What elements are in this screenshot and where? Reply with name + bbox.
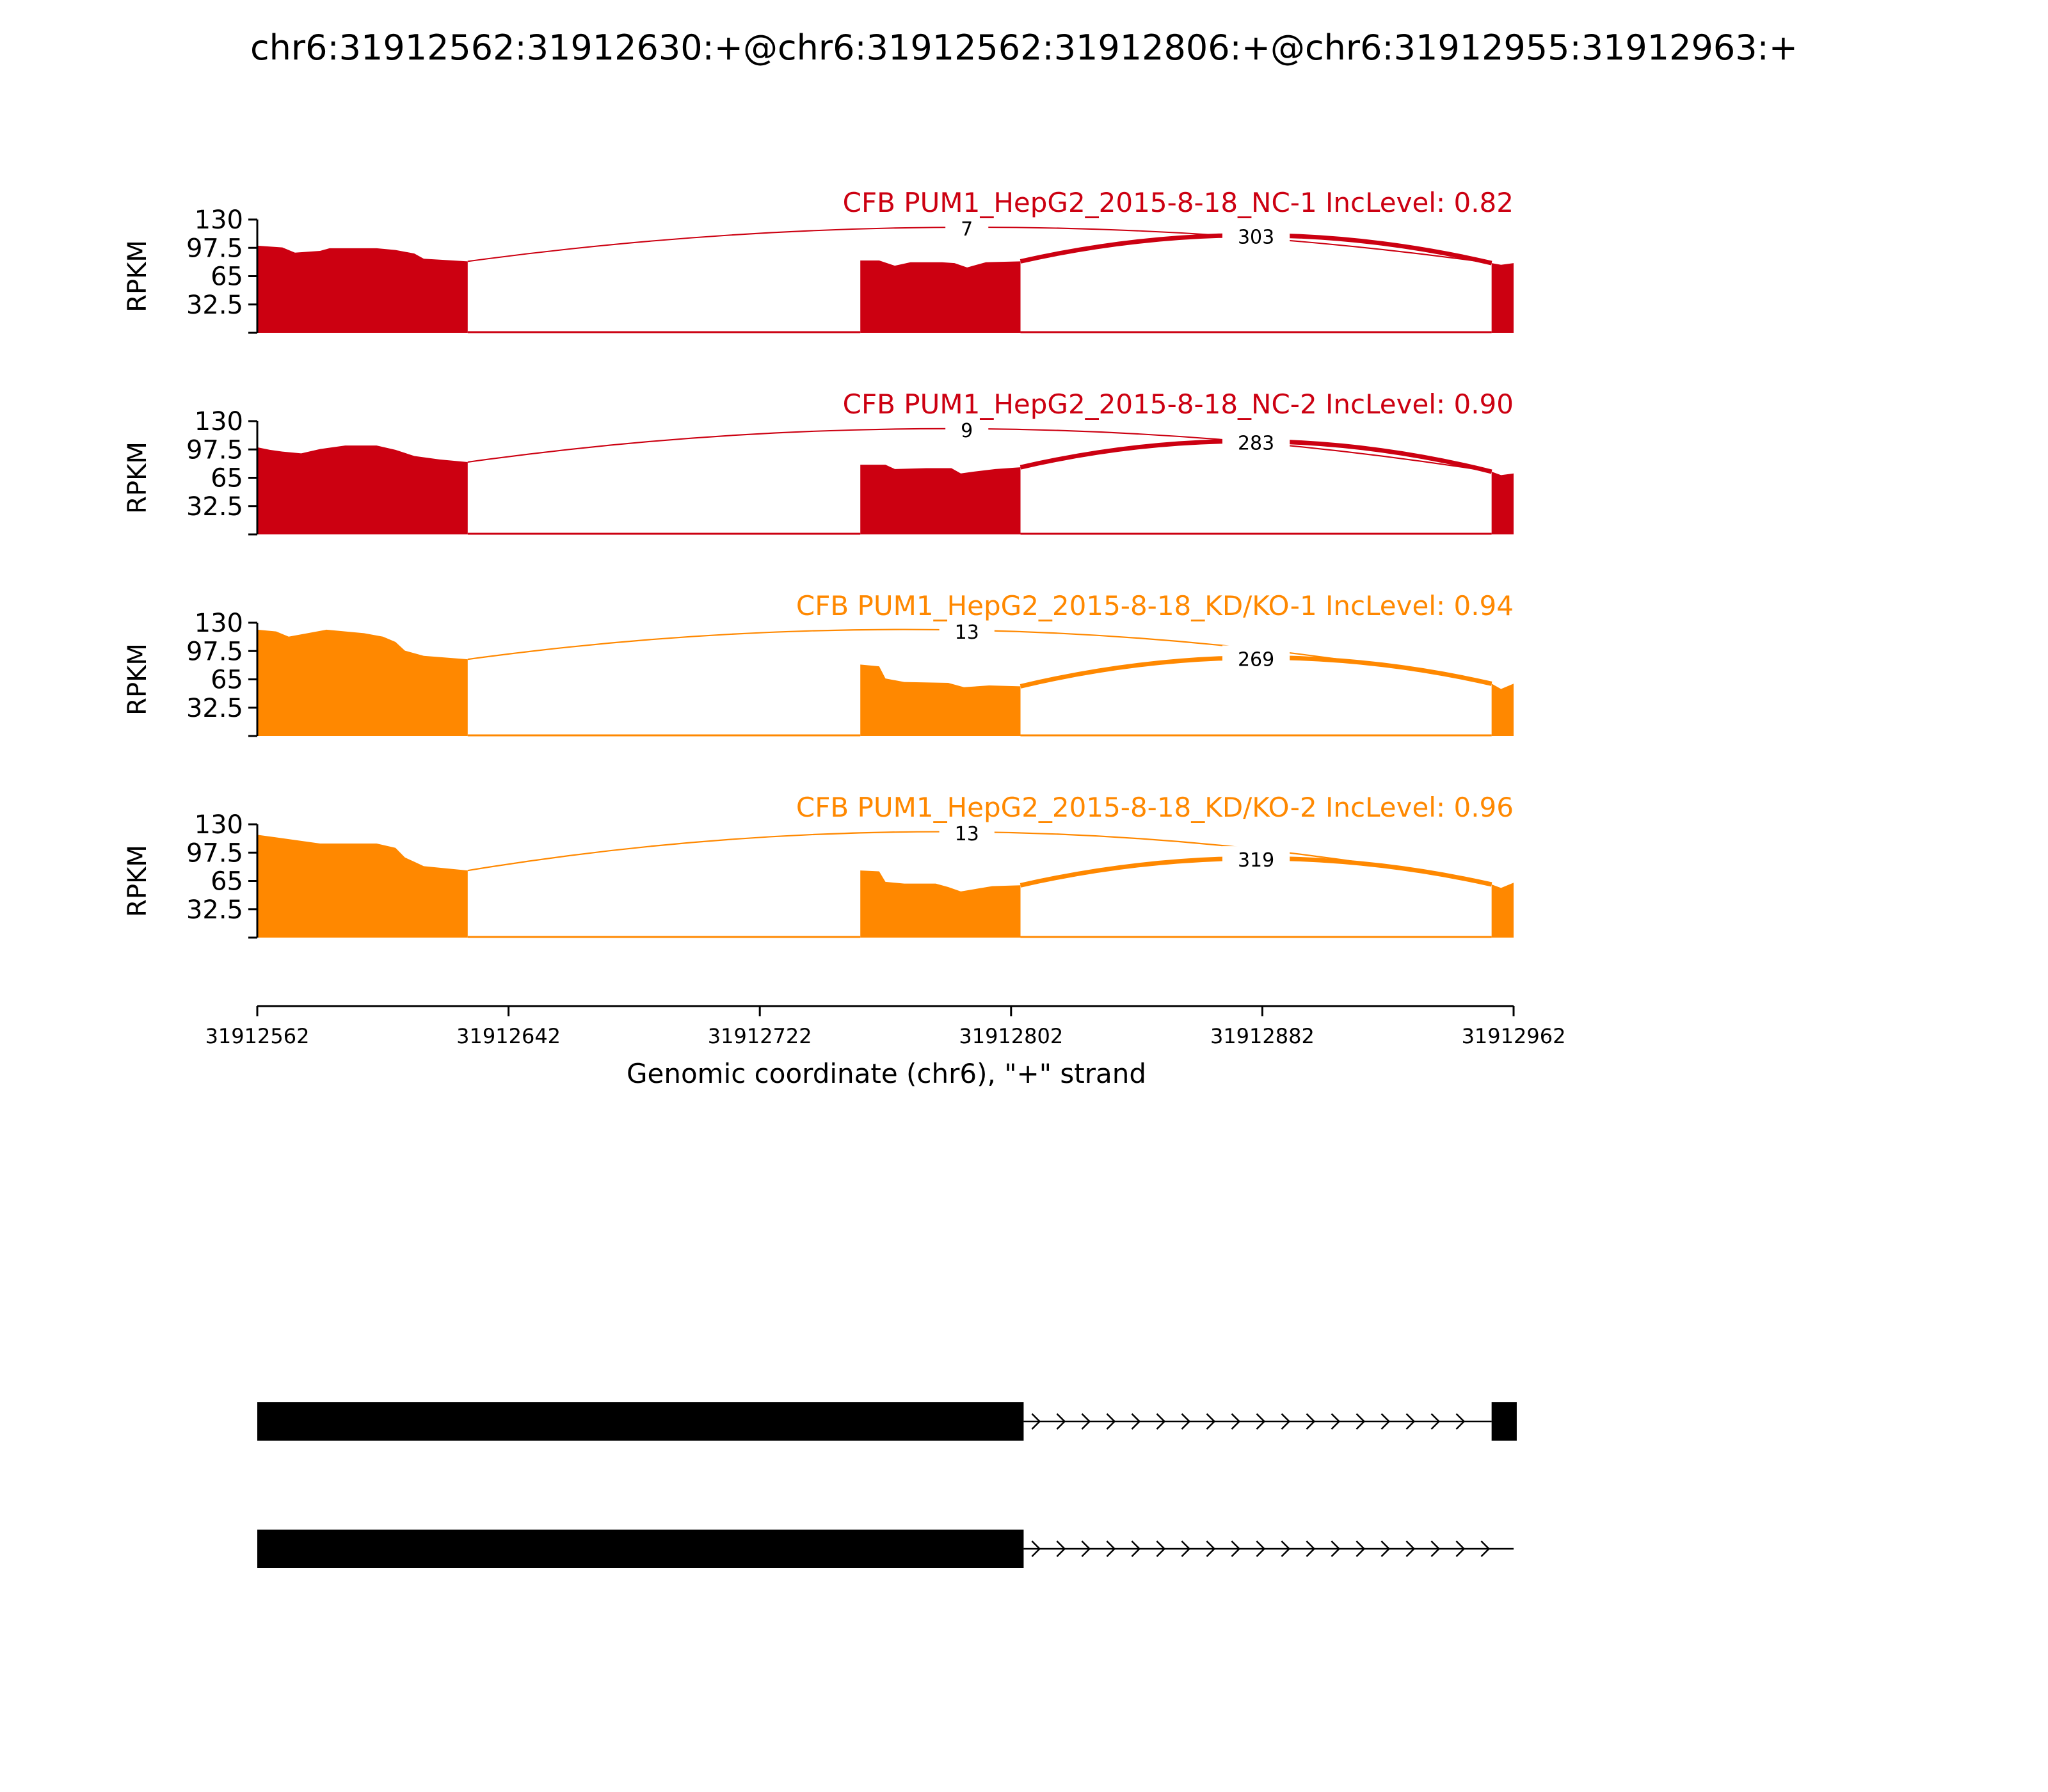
coverage-area [1492, 883, 1514, 938]
coverage-area [257, 630, 468, 736]
coverage-panels [123, 187, 1514, 938]
y-tick-label: 130 [194, 205, 243, 235]
y-axis-label: RPKM [123, 845, 152, 917]
exon-block [1492, 1402, 1517, 1441]
y-tick-label: 65 [211, 262, 243, 292]
junction-count-short: 13 [954, 621, 979, 644]
y-tick-label: 65 [211, 867, 243, 897]
y-tick-label: 32.5 [186, 693, 243, 723]
x-tick-label: 31912562 [205, 1024, 310, 1048]
coverage-area [1492, 472, 1514, 534]
coverage-area [257, 246, 468, 333]
coverage-area [1492, 684, 1514, 736]
transcript-model [257, 1530, 1514, 1568]
y-tick-label: 65 [211, 665, 243, 695]
coverage-panel [123, 388, 1514, 534]
y-tick-label: 32.5 [186, 290, 243, 320]
coverage-area [257, 835, 468, 938]
x-tick-label: 31912962 [1461, 1024, 1566, 1048]
x-axis [205, 1006, 1566, 1048]
coverage-panel [123, 792, 1514, 938]
junction-count-long: 303 [1237, 226, 1275, 249]
transcript-models [257, 1402, 1517, 1568]
y-tick-label: 97.5 [186, 838, 243, 868]
exon-block [257, 1530, 1023, 1568]
junction-count-long: 269 [1237, 648, 1275, 671]
coverage-area [860, 465, 1020, 534]
panel-label: CFB PUM1_HepG2_2015-8-18_NC-2 IncLevel: 0.90 [842, 388, 1514, 420]
coverage-panel [123, 187, 1514, 333]
y-axis-label: RPKM [123, 442, 152, 514]
x-axis-label: Genomic coordinate (chr6), "+" strand [626, 1058, 1147, 1089]
y-axis-label: RPKM [123, 240, 152, 312]
coverage-area [1492, 263, 1514, 333]
panel-label: CFB PUM1_HepG2_2015-8-18_KD/KO-2 IncLevel: 0.96 [796, 792, 1514, 823]
panel-label: CFB PUM1_HepG2_2015-8-18_NC-1 IncLevel: 0.82 [842, 187, 1514, 218]
coverage-area [257, 445, 468, 534]
transcript-model [257, 1402, 1517, 1441]
junction-count-short: 13 [954, 823, 979, 845]
x-tick-label: 31912802 [959, 1024, 1064, 1048]
chart-title: chr6:31912562:31912630:+@chr6:31912562:31912806:+@chr6:31912955:31912963:+ [250, 28, 1798, 68]
y-tick-label: 65 [211, 463, 243, 493]
coverage-area [860, 664, 1020, 736]
y-tick-label: 130 [194, 407, 243, 436]
junction-count-short: 9 [961, 420, 973, 442]
x-tick-label: 31912642 [456, 1024, 561, 1048]
junction-count-long: 283 [1237, 432, 1275, 455]
junction-count-short: 7 [961, 218, 973, 241]
y-tick-label: 32.5 [186, 895, 243, 925]
y-tick-label: 97.5 [186, 435, 243, 465]
y-axis-label: RPKM [123, 643, 152, 716]
exon-block [257, 1402, 1023, 1441]
y-tick-label: 32.5 [186, 492, 243, 522]
coverage-area [860, 870, 1020, 938]
x-tick-label: 31912882 [1210, 1024, 1315, 1048]
panel-label: CFB PUM1_HepG2_2015-8-18_KD/KO-1 IncLevel: 0.94 [796, 590, 1514, 621]
coverage-area [860, 260, 1020, 333]
y-tick-label: 97.5 [186, 234, 243, 264]
junction-count-long: 319 [1237, 849, 1275, 872]
x-tick-label: 31912722 [707, 1024, 812, 1048]
y-tick-label: 130 [194, 810, 243, 840]
y-tick-label: 97.5 [186, 637, 243, 667]
y-tick-label: 130 [194, 609, 243, 638]
coverage-panel [123, 590, 1514, 736]
